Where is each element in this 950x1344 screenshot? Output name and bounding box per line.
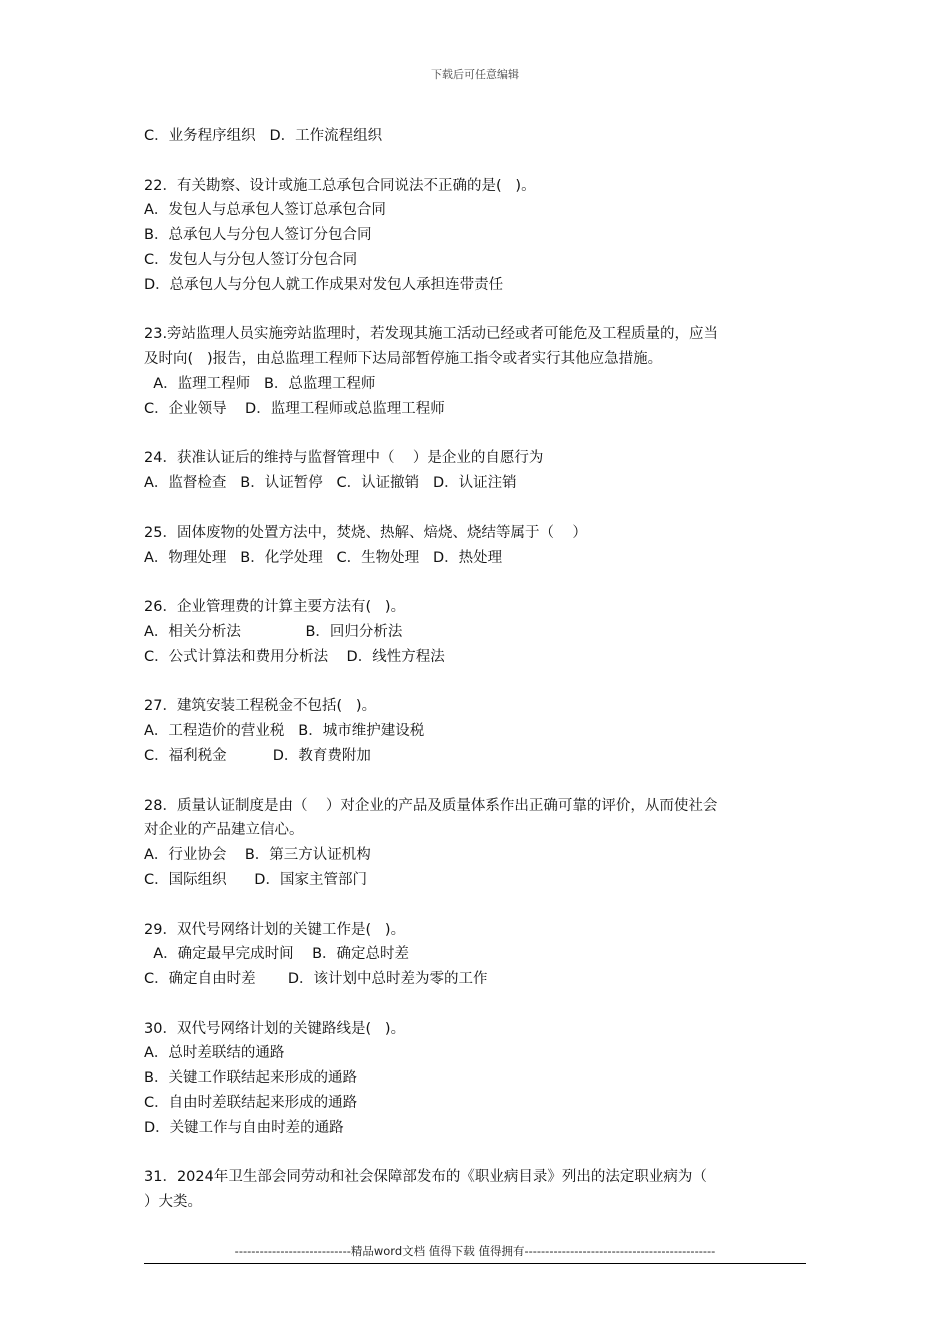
question-gap (144, 893, 808, 918)
question-option-line: 及时向( )报告，由总监理工程师下达局部暂停施工指令或者实行其他应急措施。 (144, 351, 663, 368)
question-option-line: C．发包人与分包人签订分包合同 (144, 251, 358, 268)
question-option-line: 对企业的产品建立信心。 (144, 822, 304, 839)
page-header: 下载后可任意编辑 (431, 68, 519, 81)
question-gap (144, 422, 808, 447)
question-block (144, 1017, 808, 1141)
question-option-line: B．总承包人与分包人签订分包合同 (144, 227, 372, 244)
question-line: 22．有关勘察、设计或施工总承包合同说法不正确的是( )。 (144, 177, 536, 194)
question-block (144, 595, 808, 669)
question-option-line: A．物理处理 B．化学处理 C．生物处理 D．热处理 (144, 549, 503, 566)
question-option-line: A．确定最早完成时间 B．确定总时差 (144, 946, 410, 963)
question-option-line: C．自由时差联结起来形成的通路 (144, 1095, 358, 1112)
question-list (144, 124, 808, 1215)
question-gap (144, 992, 808, 1017)
question-block (144, 446, 808, 496)
question-gap (144, 769, 808, 794)
question-line: 31．2024年卫生部会同劳动和社会保障部发布的《职业病目录》列出的法定职业病为（ (144, 1169, 707, 1186)
question-line: 26．企业管理费的计算主要方法有( )。 (144, 599, 406, 616)
question-option-line: C．公式计算法和费用分析法 D．线性方程法 (144, 648, 445, 665)
question-option-line: C．福利税金 D．教育费附加 (144, 747, 371, 764)
question-option-line: A．行业协会 B．第三方认证机构 (144, 847, 371, 864)
question-option-line: D．总承包人与分包人就工作成果对发包人承担连带责任 (144, 276, 504, 293)
question-line: 28．质量认证制度是由（ ）对企业的产品及质量体系作出正确可靠的评价，从而使社会 (144, 797, 718, 814)
question-gap (144, 1141, 808, 1166)
question-option-line: A．工程造价的营业税 B．城市维护建设税 (144, 723, 425, 740)
question-block (144, 694, 808, 768)
question-block (144, 521, 808, 571)
question-block (144, 794, 808, 893)
question-line: 29．双代号网络计划的关键工作是( )。 (144, 921, 406, 938)
question-gap (144, 298, 808, 323)
footer-rule (144, 1263, 806, 1264)
question-block (144, 1165, 808, 1215)
question-option-line: B．关键工作联结起来形成的通路 (144, 1070, 357, 1087)
question-option-line: A．监理工程师 B．总监理工程师 (144, 375, 376, 392)
question-line: 25．固体废物的处置方法中，焚烧、热解、焙烧、烧结等属于（ ） (144, 524, 587, 541)
question-option-line: A．相关分析法 B．回归分析法 (144, 623, 403, 640)
question-option-line: A．总时差联结的通路 (144, 1045, 285, 1062)
question-block (144, 174, 808, 298)
question-gap (144, 570, 808, 595)
question-gap (144, 149, 808, 174)
question-line: 23.旁站监理人员实施旁站监理时，若发现其施工活动已经或者可能危及工程质量的，应当 (144, 326, 719, 343)
page-footer: ----------------------------精品word文档 值得下载 值得拥有---------------------------------------------- (234, 1244, 716, 1258)
question-option-line: D．关键工作与自由时差的通路 (144, 1119, 344, 1136)
question-block (144, 918, 808, 992)
question-line: 30．双代号网络计划的关键路线是( )。 (144, 1020, 406, 1037)
question-gap (144, 670, 808, 695)
question-option-line: ）大类。 (144, 1194, 202, 1211)
question-block (144, 322, 808, 421)
question-block (144, 124, 808, 149)
question-option-line: C．国际组织 D．国家主管部门 (144, 871, 367, 888)
question-option-line: C．确定自由时差 D．该计划中总时差为零的工作 (144, 971, 488, 988)
question-line: 24．获准认证后的维持与监督管理中（ ）是企业的自愿行为 (144, 450, 544, 467)
question-line: 27．建筑安装工程税金不包括( )。 (144, 698, 377, 715)
question-option-line: C．企业领导 D．监理工程师或总监理工程师 (144, 400, 445, 417)
question-option-line: A．监督检查 B．认证暂停 C．认证撤销 D．认证注销 (144, 475, 517, 492)
question-option-line: A．发包人与总承包人签订总承包合同 (144, 202, 386, 219)
question-gap (144, 496, 808, 521)
question-line: C．业务程序组织 D．工作流程组织 (144, 128, 383, 144)
